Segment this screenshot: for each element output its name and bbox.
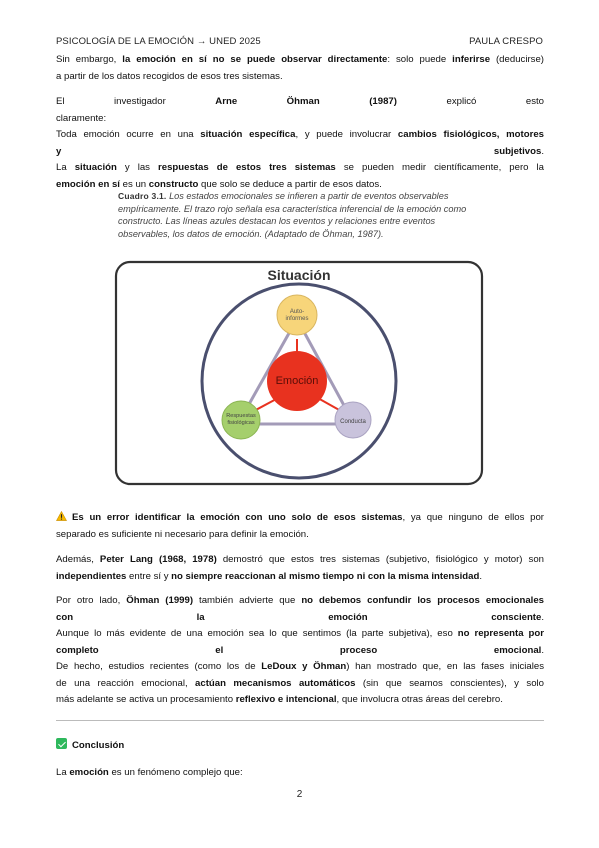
node-fisiologicas-label-1: Respuestas (226, 413, 256, 419)
section-divider (56, 720, 544, 721)
paragraph-inference (56, 52, 544, 85)
page-header (56, 36, 543, 50)
conclusion-heading (56, 738, 544, 755)
figure-caption (118, 190, 482, 240)
para5-line2: con la emoción consciente. (56, 611, 545, 623)
warning-icon (56, 511, 67, 521)
header-author: PAULA CRESPO (469, 36, 543, 47)
para3-line1: Es un error identificar la emoción con uno solo de esos sistemas, ya que ninguno de ellos por (56, 510, 544, 527)
emotion-diagram-svg (113, 259, 485, 487)
conclusion-title: Conclusión (72, 740, 125, 751)
figure-label: Cuadro 3.1. (118, 191, 167, 201)
emotion-diagram (113, 259, 485, 487)
para2-line5: emoción en sí es un constructo que solo se deduce a partir de esos datos. (56, 178, 382, 190)
para5-line5: De hecho, estudios recientes (como los de LeDoux y Öhman) han mostrado que, en las fases iniciales (56, 661, 545, 672)
para1-line2: a partir de los datos recogidos de esos tres sistemas. (56, 70, 283, 82)
paragraph-ohman-1987 (56, 94, 544, 193)
header-course-title: PSICOLOGÍA DE LA EMOCIÓN → UNED 2025 (56, 36, 261, 47)
node-autoinformes-label-2: informes (285, 316, 309, 322)
para2-line4: La situación y las respuestas de estos tres sistemas se pueden medir científicamente, pero la (56, 162, 545, 173)
check-icon (56, 738, 67, 749)
node-autoinformes (277, 295, 317, 335)
para2-line2: Toda emoción ocurre en una situación específica, y puede involucrar cambios fisiológicos, motores (56, 129, 544, 140)
node-emocion-label: Emoción (275, 375, 319, 387)
node-fisiologicas-label-2: fisiológicas (227, 420, 255, 426)
para1-line1: Sin embargo, la emoción en sí no se puede observar directamente: solo puede inferirse (deducirse) (56, 54, 544, 65)
para5-line1: Por otro lado, Öhman (1999) también advierte que no debemos confundir los procesos emocionales (56, 595, 544, 606)
para4-line1: Además, Peter Lang (1968, 1978) demostró que estos tres sistemas (subjetivo, fisiológico y motor) son (56, 554, 544, 565)
para3-line2: separado es suficiente ni necesario para definir la emoción. (56, 528, 309, 540)
paragraph-ohman-1999 (56, 593, 544, 709)
node-autoinformes-label-1: Auto- (289, 309, 305, 315)
para2-line3: y subjetivos. (56, 145, 544, 157)
node-conducta-label: Conducta (340, 419, 366, 425)
paragraph-lang (56, 552, 544, 585)
para2-line1: El investigador Arne Öhman (1987) explicó esto claramente: (56, 96, 544, 124)
para5-line3: Aunque lo más evidente de una emoción sea lo que sentimos (la parte subjetiva), eso no representa por (56, 628, 544, 639)
figure-caption-text: Los estados emocionales se infieren a partir de eventos observables empíricamente. El trazo rojo señala esa característica inferencial de la emoción como constructo. Las líneas azules destacan los eventos y relaciones entre eventos observables, los datos de emoción. (Adaptado de Öhman, 1987). (118, 191, 467, 239)
paragraph-warning (56, 510, 544, 543)
para5-line4: completo el proceso emocional. (56, 644, 544, 656)
page-number: 2 (296, 789, 303, 800)
para4-line2: independientes entre sí y no siempre reaccionan al mismo tiempo ni con la misma intensidad. (56, 570, 482, 582)
para5-line6: de una reacción emocional, actúan mecanismos automáticos (sin que seamos conscientes), y solo (56, 677, 545, 689)
para5-line7: más adelante se activa un procesamiento reflexivo e intencional, que involucra otras áreas del cerebro. (56, 694, 503, 705)
situation-title: Situación (267, 267, 331, 283)
conclusion-intro: La emoción es un fenómeno complejo que: (56, 767, 243, 778)
